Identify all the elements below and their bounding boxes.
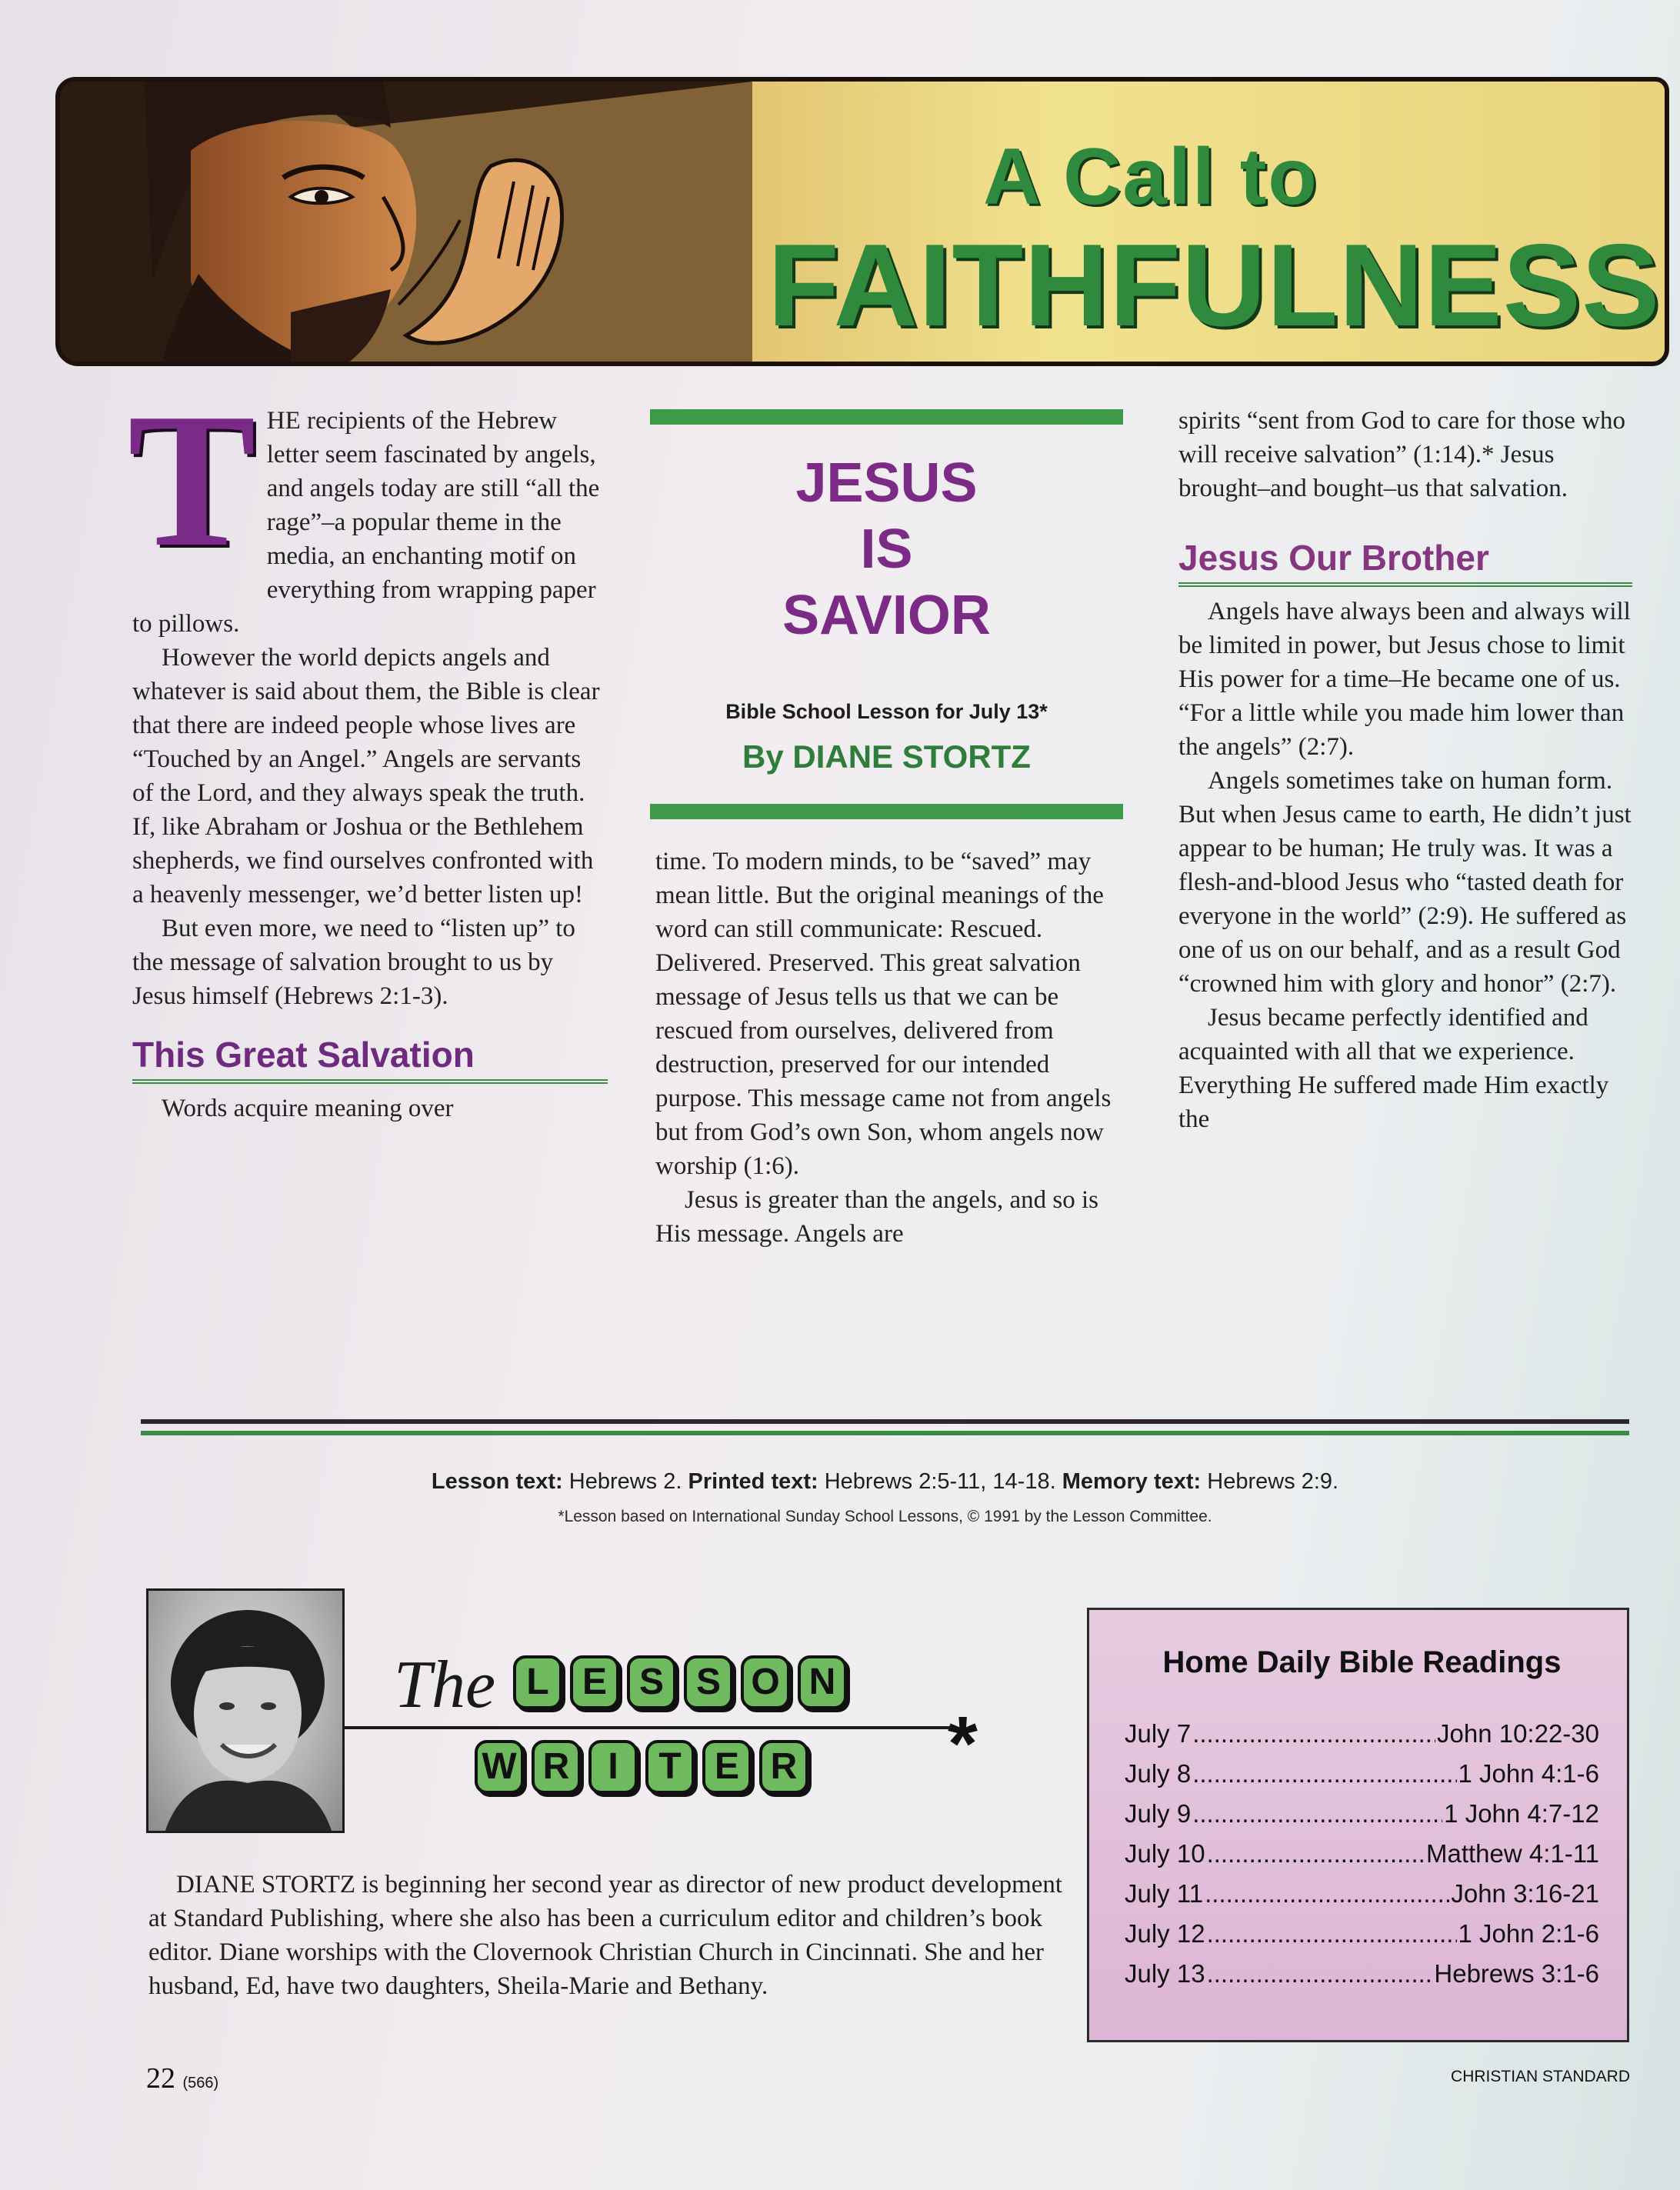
dot-leader <box>1192 1754 1456 1794</box>
paragraph: However the world depicts angels and whatever is said about them, the Bible is clear that there are indeed people whose lives are “Touched by an Angel.” Angels are servants of the Lord, and they always speak the truth. If, like Abraham or Joshua or the Bethlehem shepherds, we find ourselves confronted with a heavenly messenger, we’d better listen up! <box>132 644 600 908</box>
letter-tile: N <box>798 1655 847 1709</box>
letter-tile: O <box>741 1655 790 1709</box>
reading-row <box>1125 1754 1599 1794</box>
reading-row <box>1125 1834 1599 1874</box>
dot-leader <box>1205 1874 1449 1914</box>
printed-text-value: Hebrews 2:5-11, 14-18. <box>818 1469 1062 1494</box>
page-number-main: 22 <box>146 2062 175 2095</box>
subhead-great-salvation: This Great Salvation <box>132 1033 608 1084</box>
reading-ref: John 10:22-30 <box>1436 1719 1599 1748</box>
printed-text-label: Printed text: <box>688 1469 818 1494</box>
reading-date: July 8 <box>1125 1759 1192 1788</box>
page-number-sub: (566) <box>182 2075 219 2092</box>
daily-readings-box <box>1087 1608 1629 2042</box>
reading-ref: 1 John 4:7-12 <box>1444 1799 1599 1828</box>
letter-tile: T <box>645 1740 695 1794</box>
lesson-info <box>141 1469 1629 1495</box>
intro-paragraph: HE recipients of the Hebrew letter seem fascinated by angels, and angels today are still “all the rage”–a popular theme in the media, an enchanting motif on everything from wrapping paper to pillows. <box>132 407 600 638</box>
column-2 <box>655 845 1125 1251</box>
memory-text-label: Memory text: <box>1062 1469 1202 1494</box>
paragraph: spirits “sent from God to care for those who will receive salvation” (1:14).* Jesus brought–and bought–us that salvation. <box>1178 407 1626 502</box>
feature-title-line: JESUS <box>795 452 978 514</box>
dot-leader <box>1192 1794 1442 1834</box>
paragraph: Jesus became perfectly identified and acquainted with all that we experience. Everything He suffered made Him exactly the <box>1178 1004 1609 1133</box>
letter-tile: R <box>532 1740 581 1794</box>
feature-title-line: IS <box>860 518 913 580</box>
banner-title-line2: FAITHFULNESS <box>768 220 1661 351</box>
reading-date: July 9 <box>1125 1799 1192 1828</box>
paragraph: Angels have always been and always will be limited in power, but Jesus chose to limit His power for a time–He became one of us. “For a little while you made him lower than the angels” (2:7). <box>1178 598 1631 761</box>
praying-man-illustration <box>60 82 752 366</box>
letter-tile: I <box>588 1740 638 1794</box>
lesson-writer-line <box>345 1726 952 1729</box>
column-1 <box>128 374 608 1125</box>
reading-date: July 7 <box>1125 1719 1192 1748</box>
author-photo <box>146 1588 345 1833</box>
lesson-text-label: Lesson text: <box>431 1469 563 1494</box>
byline: By DIANE STORTZ <box>742 738 1031 775</box>
reading-ref: Matthew 4:1-11 <box>1425 1839 1599 1868</box>
writer-tiles <box>475 1740 808 1794</box>
reading-date: July 13 <box>1125 1959 1205 1988</box>
letter-tile: S <box>684 1655 733 1709</box>
reading-date: July 12 <box>1125 1919 1205 1948</box>
reading-row <box>1125 1954 1599 1994</box>
letter-tile: R <box>759 1740 808 1794</box>
dot-leader <box>1207 1954 1433 1994</box>
lesson-tiles <box>513 1655 847 1709</box>
feature-bottom-bar <box>650 804 1123 819</box>
feature-title <box>650 450 1123 648</box>
lesson-footnote: *Lesson based on International Sunday School Lessons, © 1991 by the Lesson Committee. <box>558 1508 1212 1525</box>
divider-rule <box>141 1431 1629 1435</box>
header-banner <box>55 77 1669 366</box>
subhead-jesus-our-brother: Jesus Our Brother <box>1178 536 1632 587</box>
reading-row <box>1125 1794 1599 1834</box>
paragraph: Words acquire meaning over <box>162 1095 454 1122</box>
letter-tile: E <box>570 1655 619 1709</box>
reading-row <box>1125 1714 1599 1754</box>
paragraph: But even more, we need to “listen up” to the message of salvation brought to us by Jesus himself (Hebrews 2:1-3). <box>132 915 575 1010</box>
letter-tile: W <box>475 1740 524 1794</box>
paragraph: time. To modern minds, to be “saved” may mean little. But the original meanings of the word can still communicate: Rescued. Delivered. Preserved. This great salvation message of Jesus tells us that we can be rescued from ourselves, delivered from destruction, preserved for our intended purpose. This message came not from angels but from God’s own Son, whom angels now worship (1:6). <box>655 848 1112 1180</box>
divider-rule <box>141 1419 1629 1424</box>
page-number <box>146 2062 218 2095</box>
letter-tile: E <box>702 1740 752 1794</box>
column-3 <box>1178 404 1632 1136</box>
reading-ref: 1 John 2:1-6 <box>1458 1919 1599 1948</box>
feature-title-line: SAVIOR <box>782 585 991 646</box>
dot-leader <box>1207 1914 1457 1954</box>
reading-ref: John 3:16-21 <box>1451 1879 1599 1908</box>
reading-ref: 1 John 4:1-6 <box>1458 1759 1599 1788</box>
lesson-date: Bible School Lesson for July 13* <box>725 700 1048 723</box>
reading-row <box>1125 1914 1599 1954</box>
author-bio: DIANE STORTZ is beginning her second year as director of new product development at Standard Publishing, where she also has been a curriculum editor and children’s book editor. Diane worships with the Clovernook Christian Church in Cincinnati. She and her husband, Ed, have two daughters, Sheila-Marie and Bethany. <box>148 1871 1063 2000</box>
lesson-writer-script: The <box>394 1648 495 1722</box>
feature-top-bar <box>650 409 1123 425</box>
memory-text-value: Hebrews 2:9. <box>1201 1469 1339 1494</box>
drop-cap: T <box>128 374 256 587</box>
reading-row <box>1125 1874 1599 1914</box>
author-portrait-image <box>148 1591 345 1833</box>
readings-title: Home Daily Bible Readings <box>1162 1645 1562 1679</box>
reading-date: July 10 <box>1125 1839 1205 1868</box>
letter-tile: S <box>627 1655 676 1709</box>
asterisk-mark: * <box>948 1701 978 1787</box>
reading-date: July 11 <box>1125 1879 1204 1908</box>
magazine-name: CHRISTIAN STANDARD <box>1451 2068 1630 2085</box>
banner-title-line1: A Call to <box>983 132 1318 222</box>
dot-leader <box>1192 1714 1435 1754</box>
paragraph: Jesus is greater than the angels, and so is His message. Angels are <box>655 1186 1098 1248</box>
paragraph: Angels sometimes take on human form. But when Jesus came to earth, He didn’t just appear to be human; He truly was. It was a flesh-and-blood Jesus who “tasted death for everyone in the world” (2:9). He suffered as one of us on our behalf, and as a result God “crowned him with glory and honor” (2:7). <box>1178 767 1632 998</box>
lesson-text-value: Hebrews 2. <box>562 1469 688 1494</box>
letter-tile: L <box>513 1655 562 1709</box>
dot-leader <box>1207 1834 1425 1874</box>
reading-ref: Hebrews 3:1-6 <box>1434 1959 1599 1988</box>
